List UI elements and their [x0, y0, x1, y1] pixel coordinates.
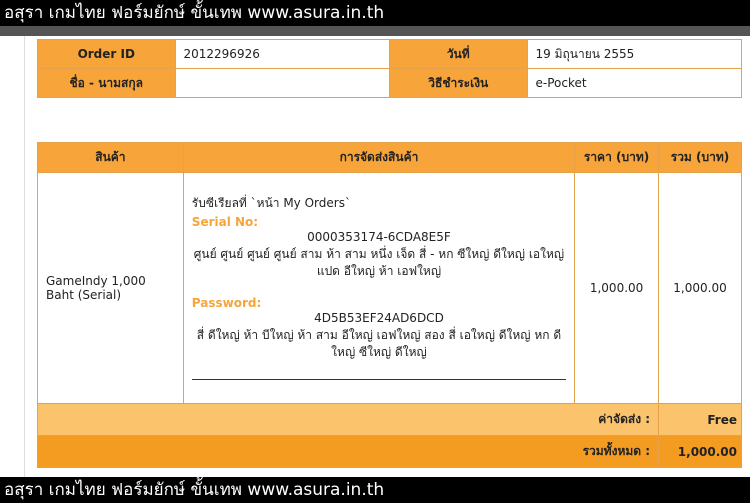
name-label: ชื่อ - นามสกุล — [38, 69, 176, 98]
left-panel — [0, 36, 25, 477]
product-name: GameIndy 1,000 Baht (Serial) — [38, 173, 184, 404]
grand-total-label: รวมทั้งหมด : — [38, 436, 659, 468]
watermark-top: อสุรา เกมไทย ฟอร์มยักษ์ ขั้นเทพ www.asura.in.th — [0, 0, 750, 26]
order-info-table — [37, 39, 742, 98]
header-product: สินค้า — [38, 143, 184, 173]
order-info-row — [38, 40, 742, 69]
grand-total-value: 1,000.00 — [659, 436, 742, 468]
password-label: Password: — [191, 296, 262, 310]
grand-total-row — [38, 436, 742, 468]
shipping-label: ค่าจัดส่ง : — [38, 404, 659, 436]
delivery-details — [183, 173, 574, 404]
divider — [192, 379, 566, 380]
order-items-table — [37, 142, 742, 468]
order-id-value: 2012296926 — [175, 40, 390, 69]
spacer — [192, 280, 566, 294]
table-header-row — [38, 143, 742, 173]
order-info-row — [38, 69, 742, 98]
date-value: 19 มิถุนายน 2555 — [527, 40, 742, 69]
item-total: 1,000.00 — [659, 173, 742, 404]
top-strip — [0, 26, 750, 36]
serial-label: Serial No: — [191, 215, 259, 229]
password-value[interactable]: 4D5B53EF24AD6DCD — [314, 311, 444, 325]
shipping-value: Free — [659, 404, 742, 436]
serial-value[interactable]: 0000353174-6CDA8E5F — [307, 230, 451, 244]
delivery-intro: รับซีเรียลที่ `หน้า My Orders` — [191, 196, 351, 210]
header-total: รวม (บาท) — [659, 143, 742, 173]
date-label: วันที่ — [390, 40, 528, 69]
order-id-label: Order ID — [38, 40, 176, 69]
header-delivery: การจัดส่งสินค้า — [183, 143, 574, 173]
item-price: 1,000.00 — [575, 173, 659, 404]
header-price: ราคา (บาท) — [575, 143, 659, 173]
shipping-row — [38, 404, 742, 436]
payment-method-value: e-Pocket — [527, 69, 742, 98]
password-spelled: สี่ ดีใหญ่ ห้า บีใหญ่ ห้า สาม อีใหญ่ เอฟใหญ่ สอง สี่ เอใหญ่ ดีใหญ่ หก ดีใหญ่ ซีใหญ่ ดีใหญ่ — [196, 328, 562, 359]
payment-method-label: วิธีชำระเงิน — [390, 69, 528, 98]
table-row — [38, 173, 742, 404]
name-value — [175, 69, 390, 98]
watermark-bottom: อสุรา เกมไทย ฟอร์มยักษ์ ขั้นเทพ www.asura.in.th — [0, 477, 750, 503]
serial-spelled: ศูนย์ ศูนย์ ศูนย์ ศูนย์ สาม ห้า สาม หนึ่ง เจ็ด สี่ - หก ซีใหญ่ ดีใหญ่ เอใหญ่ แปด อีใหญ่ ห้า เอฟใหญ่ — [193, 247, 565, 278]
